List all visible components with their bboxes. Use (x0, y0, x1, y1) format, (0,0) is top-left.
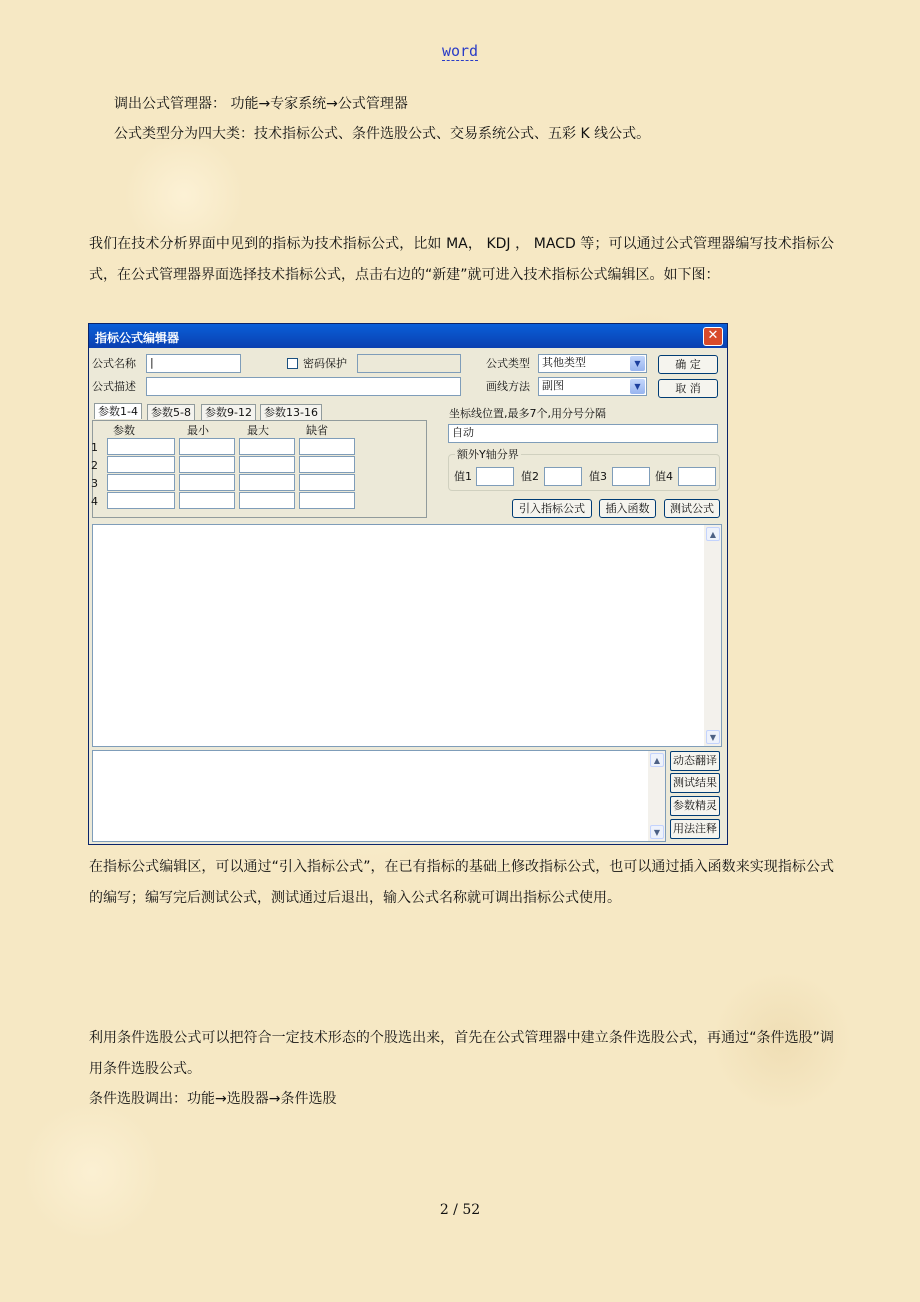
type-value: 其他类型 (542, 356, 586, 369)
paragraph-editor-usage: 在指标公式编辑区，可以通过“引入指标公式”，在已有指标的基础上修改指标公式，也可以通过插入函数来实现指标公式的编写；编写完后测试公式，测试通过后退出，输入公式名称就可调出指标公式使用。 (89, 859, 834, 906)
output-area[interactable] (92, 750, 666, 842)
paragraph-tech-indicator: 我们在技术分析界面中见到的指标为技术指标公式，比如 MA， KDJ ， MACD 等；可以通过公式管理器编写技术指标公式，在公式管理器界面选择技术指标公式，点击右边的“新建”就可进入技术指标公式编辑区。如下图： (89, 236, 834, 283)
value-input-3[interactable] (612, 467, 650, 486)
paragraph-condition-select: 利用条件选股公式可以把符合一定技术形态的个股选出来，首先在公式管理器中建立条件选股公式，再通过“条件选股”调用条件选股公式。 (89, 1030, 834, 1077)
password-input[interactable] (357, 354, 461, 373)
paragraph-open-manager: 调出公式管理器： 功能→专家系统→公式管理器 (114, 96, 408, 112)
value-label-2: 值2 (521, 470, 539, 483)
axis-label: 坐标线位置,最多7个,用分号分隔 (449, 407, 606, 420)
desc-input[interactable] (146, 377, 461, 396)
test-formula-button[interactable]: 测试公式 (664, 499, 720, 518)
scroll-down-icon[interactable]: ▼ (650, 825, 664, 839)
param-cell[interactable] (239, 474, 295, 491)
ok-button[interactable]: 确 定 (658, 355, 718, 374)
param-cell[interactable] (107, 492, 175, 509)
value-label-1: 值1 (454, 470, 472, 483)
axis-input[interactable]: 自动 (448, 424, 718, 443)
close-button[interactable]: ✕ (703, 327, 723, 346)
param-cell[interactable] (107, 456, 175, 473)
param-cell[interactable] (107, 474, 175, 491)
param-header-name: 参数 (113, 424, 135, 437)
scroll-down-icon[interactable]: ▼ (706, 730, 720, 744)
param-cell[interactable] (299, 456, 355, 473)
chevron-down-icon[interactable]: ▼ (630, 379, 645, 394)
dialog-title: 指标公式编辑器 (95, 331, 180, 345)
value-label-3: 值3 (589, 470, 607, 483)
output-scrollbar[interactable] (648, 751, 665, 841)
param-row-label: 4 (91, 495, 98, 508)
cancel-button[interactable]: 取 消 (658, 379, 718, 398)
type-label: 公式类型 (486, 357, 530, 370)
formula-editor-dialog (88, 323, 728, 845)
page-number: 2 / 52 (439, 1202, 481, 1218)
dialog-titlebar (89, 324, 727, 348)
param-cell[interactable] (179, 474, 235, 491)
param-wizard-button[interactable]: 参数精灵 (670, 796, 720, 816)
chevron-down-icon[interactable]: ▼ (630, 356, 645, 371)
param-header-min: 最小 (187, 424, 209, 437)
header-word: word (441, 42, 479, 60)
scroll-up-icon[interactable]: ▲ (706, 527, 720, 541)
name-label: 公式名称 (92, 357, 136, 370)
param-cell[interactable] (239, 456, 295, 473)
param-row-label: 1 (91, 441, 98, 454)
tab-params-5-8[interactable]: 参数5-8 (147, 404, 195, 420)
tab-params-9-12[interactable]: 参数9-12 (201, 404, 256, 420)
paragraph-condition-open: 条件选股调出：功能→选股器→条件选股 (89, 1091, 337, 1107)
param-header-max: 最大 (247, 424, 269, 437)
scroll-up-icon[interactable]: ▲ (650, 753, 664, 767)
param-cell[interactable] (179, 492, 235, 509)
password-checkbox[interactable] (287, 358, 298, 369)
insert-function-button[interactable]: 插入函数 (599, 499, 656, 518)
param-cell[interactable] (299, 474, 355, 491)
tab-params-13-16[interactable]: 参数13-16 (260, 404, 322, 420)
usage-notes-button[interactable]: 用法注释 (670, 819, 720, 839)
dynamic-translate-button[interactable]: 动态翻译 (670, 751, 720, 771)
param-cell[interactable] (299, 438, 355, 455)
value-input-2[interactable] (544, 467, 582, 486)
param-row-label: 3 (91, 477, 98, 490)
tab-params-1-4[interactable]: 参数1-4 (94, 403, 142, 419)
paragraph-formula-types: 公式类型分为四大类：技术指标公式、条件选股公式、交易系统公式、五彩 K 线公式。 (114, 126, 651, 142)
value-label-4: 值4 (655, 470, 673, 483)
param-cell[interactable] (179, 438, 235, 455)
name-input[interactable]: | (146, 354, 241, 373)
param-header-default: 缺省 (306, 424, 328, 437)
param-row-label: 2 (91, 459, 98, 472)
param-cell[interactable] (299, 492, 355, 509)
draw-label: 画线方法 (486, 380, 530, 393)
param-cell[interactable] (179, 456, 235, 473)
password-label: 密码保护 (303, 357, 347, 370)
draw-select[interactable] (538, 377, 647, 396)
type-select[interactable] (538, 354, 647, 373)
draw-value: 副图 (542, 379, 564, 392)
code-scrollbar[interactable] (704, 525, 721, 746)
extra-y-label: 额外Y轴分界 (457, 448, 519, 461)
import-formula-button[interactable]: 引入指标公式 (512, 499, 592, 518)
param-cell[interactable] (107, 438, 175, 455)
param-cell[interactable] (239, 438, 295, 455)
desc-label: 公式描述 (92, 380, 136, 393)
page-header (0, 42, 920, 60)
value-input-1[interactable] (476, 467, 514, 486)
param-cell[interactable] (239, 492, 295, 509)
formula-code-area[interactable] (92, 524, 722, 747)
value-input-4[interactable] (678, 467, 716, 486)
test-result-button[interactable]: 测试结果 (670, 773, 720, 793)
